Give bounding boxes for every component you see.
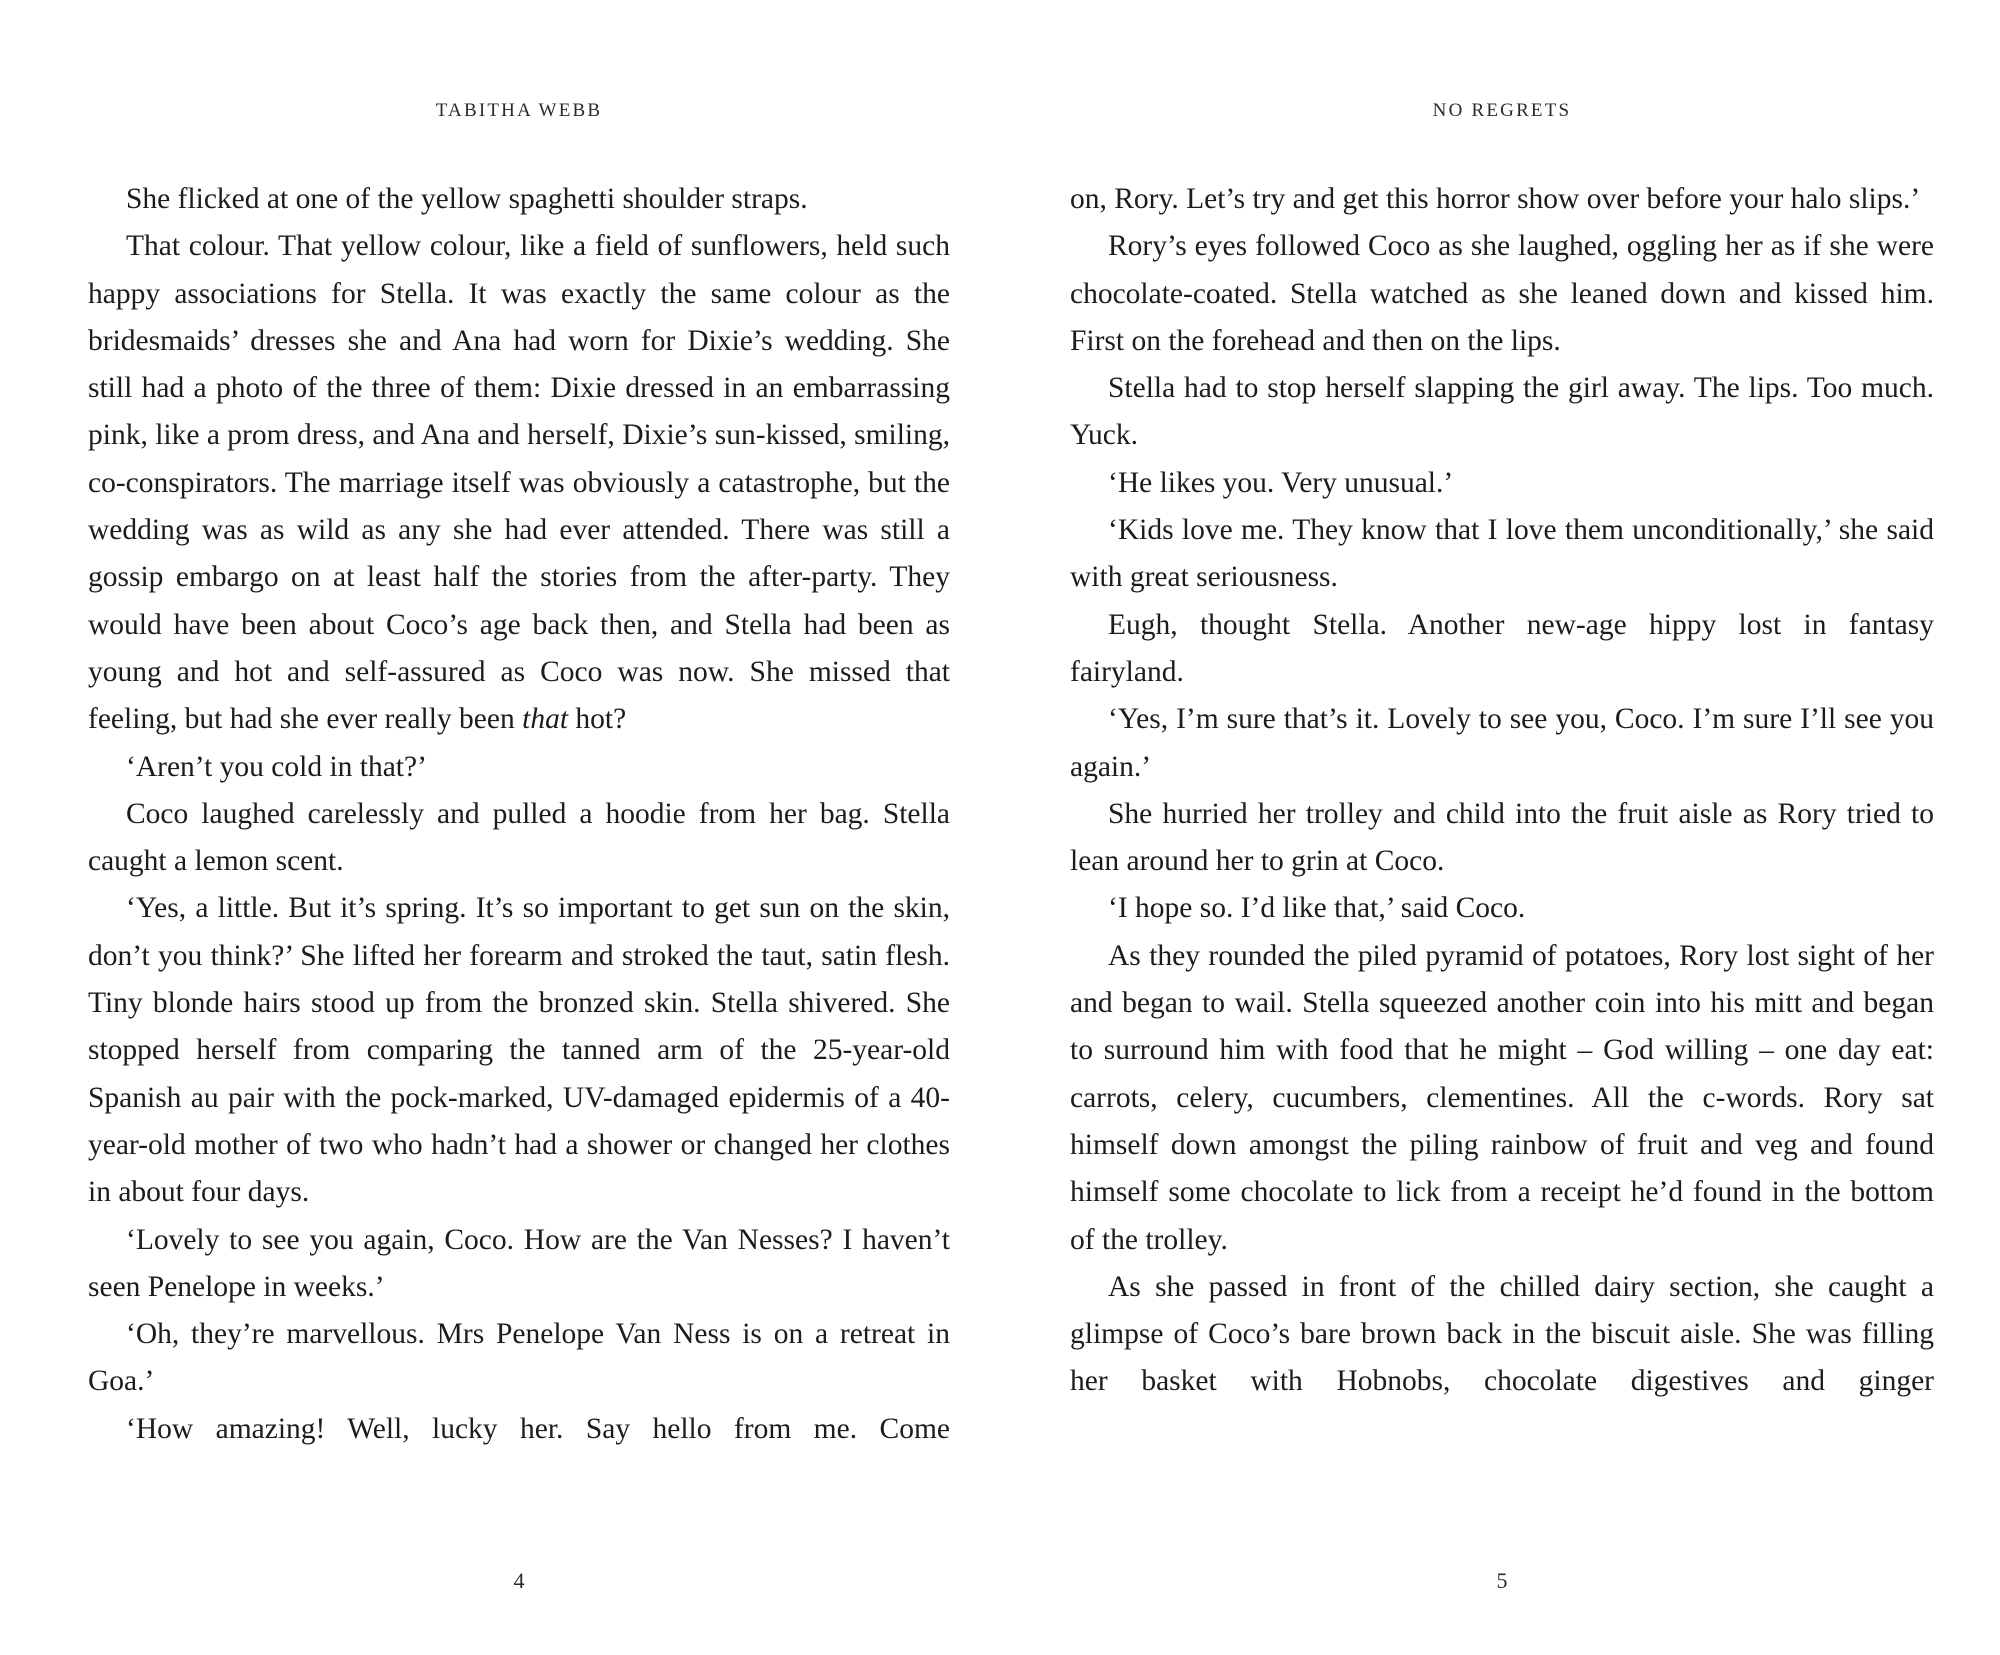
- paragraph: ‘Kids love me. They know that I love them unconditionally,’ she said with great seriousness.: [1070, 514, 1934, 594]
- paragraph: She hurried her trolley and child into the fruit aisle as Rory tried to lean around her to grin at Coco.: [1070, 797, 1934, 878]
- paragraph: ‘Aren’t you cold in that?’: [126, 750, 427, 783]
- paragraph-text: That colour. That yellow colour, like a field of sunflowers, held such happy associations for Stella. It was exactly the same colour as the bridesmaids’ dresses she and Ana had worn for Dixie’s wedding. She still had a photo of the three of them: Dixie dressed in an embarrassing pink, like a prom dress, and Ana and herself, Dixie’s sun-kissed, smiling, co-conspirators. The marriage itself was obviously a catastrophe, but the wedding was as wild as any she had ever attended. There was still a gossip embargo on at least half the stories from the after-party. They would have been about Coco’s age back then, and Stella had been as young and hot and self-assured as Coco was now. She missed that feeling, but had she ever really been: [88, 230, 950, 736]
- italic-emphasis: that: [522, 703, 569, 736]
- paragraph: ‘Yes, I’m sure that’s it. Lovely to see you, Coco. I’m sure I’ll see you again.’: [1070, 703, 1934, 783]
- paragraph: Rory’s eyes followed Coco as she laughed, oggling her as if she were chocolate-coated. Stella watched as she leaned down and kissed him. First on the forehead and then on the lips.: [1070, 230, 1934, 357]
- left-page-body: [88, 176, 950, 1453]
- paragraph: ‘He likes you. Very unusual.’: [1108, 466, 1454, 499]
- paragraph: She flicked at one of the yellow spaghetti shoulder straps.: [126, 183, 808, 215]
- running-head-author: TABITHA WEBB: [435, 100, 603, 121]
- page-number: 5: [1496, 1568, 1508, 1593]
- paragraph: As she passed in front of the chilled dairy section, she caught a glimpse of Coco’s bare brown back in the biscuit aisle. She was filling her basket with Hobnobs, chocolate digestives and ginger: [1070, 1270, 1934, 1398]
- right-page-body: [1070, 176, 1934, 1406]
- paragraph: ‘Oh, they’re marvellous. Mrs Penelope Van Ness is on a retreat in Goa.’: [88, 1318, 950, 1398]
- paragraph: As they rounded the piled pyramid of potatoes, Rory lost sight of her and began to wail. Stella squeezed another coin into his mitt and began to surround him with food that he might – God willing – one day eat: carrots, celery, cucumbers, clementines. All the c-words. Rory sat himself down amongst the piling rainbow of fruit and veg and found himself some chocolate to lick from a receipt he’d found in the bottom of the trolley.: [1070, 939, 1934, 1256]
- paragraph: Coco laughed carelessly and pulled a hoodie from her bag. Stella caught a lemon scent.: [88, 797, 950, 878]
- paragraph-with-italic: [88, 223, 950, 743]
- paragraph: Eugh, thought Stella. Another new-age hippy lost in fantasy fairyland.: [1070, 608, 1934, 688]
- right-page: [1070, 0, 1934, 1655]
- paragraph: ‘I hope so. I’d like that,’ said Coco.: [1108, 892, 1526, 925]
- paragraph: Stella had to stop herself slapping the girl away. The lips. Too much. Yuck.: [1070, 372, 1934, 452]
- running-head-title: NO REGRETS: [1432, 100, 1572, 121]
- paragraph: ‘How amazing! Well, lucky her. Say hello from me. Come: [126, 1412, 950, 1445]
- left-page: [88, 0, 950, 1655]
- paragraph: ‘Lovely to see you again, Coco. How are the Van Nesses? I haven’t seen Penelope in weeks.’: [88, 1223, 950, 1303]
- paragraph-continued: on, Rory. Let’s try and get this horror show over before your halo slips.’: [1070, 183, 1921, 215]
- page-number: 4: [513, 1568, 525, 1593]
- paragraph-tail: hot?: [568, 703, 627, 736]
- paragraph: ‘Yes, a little. But it’s spring. It’s so important to get sun on the skin, don’t you think?’ She lifted her forearm and stroked the taut, satin flesh. Tiny blonde hairs stood up from the bronzed skin. Stella shivered. She stopped herself from comparing the tanned arm of the 25-year-old Spanish au pair with the pock-marked, UV-damaged epidermis of a 40-year-old mother of two who hadn’t had a shower or changed her clothes in about four days.: [88, 892, 950, 1209]
